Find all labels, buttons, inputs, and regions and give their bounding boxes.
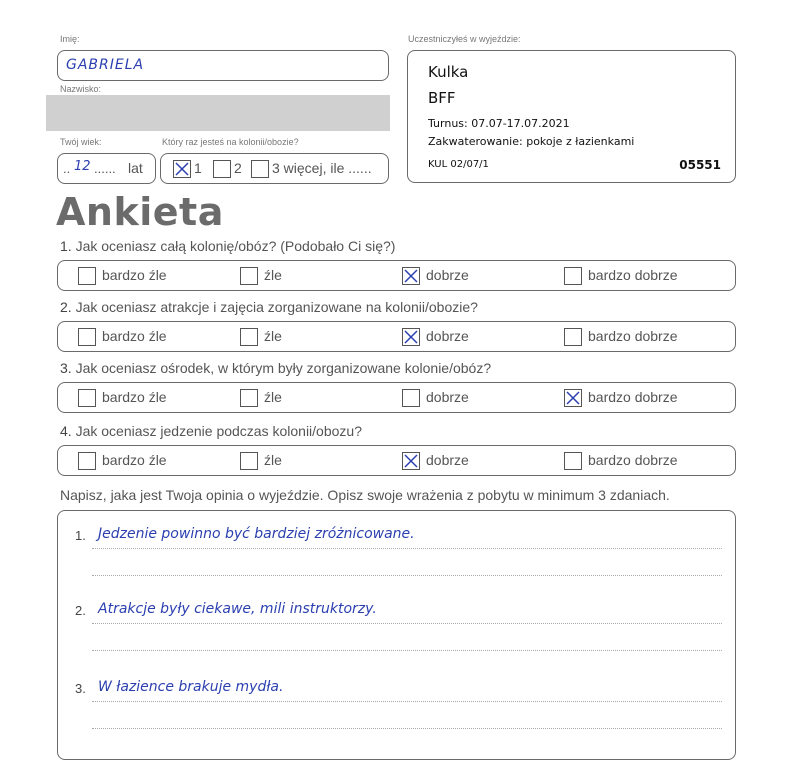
- x-mark-icon: [565, 390, 581, 406]
- question-4-options: [57, 445, 736, 476]
- trip-turnus: Turnus: 07.07-17.07.2021: [428, 117, 570, 130]
- times-label: Który raz jesteś na kolonii/obozie?: [162, 137, 299, 147]
- q4-option-very-good[interactable]: [564, 452, 582, 470]
- trip-group: BFF: [428, 89, 456, 107]
- q4-option-good-label: dobrze: [426, 452, 469, 468]
- q4-option-very-good-label: bardzo dobrze: [588, 452, 678, 468]
- x-mark-icon: [174, 161, 190, 177]
- dotted-line: [92, 650, 722, 651]
- dotted-line: [92, 623, 722, 624]
- q1-option-good-label: dobrze: [426, 267, 469, 283]
- question-1-options: [57, 260, 736, 291]
- q3-option-good-label: dobrze: [426, 389, 469, 405]
- answer-3-number: 3.: [75, 681, 86, 696]
- q1-option-very-good[interactable]: [564, 267, 582, 285]
- q3-option-very-good-label: bardzo dobrze: [588, 389, 678, 405]
- question-1-text: 1. Jak oceniasz całą kolonię/obóz? (Podobało Ci się?): [60, 238, 396, 254]
- name-label: Imię:: [60, 34, 80, 44]
- answer-2-number: 2.: [75, 603, 86, 618]
- q2-option-good[interactable]: [402, 328, 420, 346]
- times-checkbox-3[interactable]: [251, 160, 269, 178]
- q4-option-very-bad[interactable]: [78, 452, 96, 470]
- q2-option-very-good-label: bardzo dobrze: [588, 328, 678, 344]
- answer-1-text: Jedzenie powinno być bardziej zróżnicowane.: [98, 526, 415, 542]
- trip-name: Kulka: [428, 63, 469, 81]
- opinion-prompt: Napisz, jaka jest Twoja opinia o wyjeździe. Opisz swoje wrażenia z pobytu w minimum 3 zdaniach.: [60, 487, 670, 503]
- q1-option-very-good-label: bardzo dobrze: [588, 267, 678, 283]
- surname-label: Nazwisko:: [60, 84, 102, 94]
- q2-option-very-good[interactable]: [564, 328, 582, 346]
- dotted-line: [92, 548, 722, 549]
- question-3-text: 3. Jak oceniasz ośrodek, w którym były zorganizowane kolonie/obóz?: [60, 360, 492, 376]
- answer-3-text: W łazience brakuje mydła.: [98, 679, 284, 695]
- q4-option-good[interactable]: [402, 452, 420, 470]
- age-unit: lat: [128, 160, 143, 176]
- question-3-options: [57, 382, 736, 413]
- q2-option-very-bad-label: bardzo źle: [102, 328, 167, 344]
- q2-option-bad-label: źle: [264, 328, 282, 344]
- q1-option-bad[interactable]: [240, 267, 258, 285]
- q3-option-bad[interactable]: [240, 389, 258, 407]
- x-mark-icon: [403, 453, 419, 469]
- q3-option-very-bad-label: bardzo źle: [102, 389, 167, 405]
- q2-option-very-bad[interactable]: [78, 328, 96, 346]
- age-field[interactable]: [57, 153, 156, 184]
- x-mark-icon: [403, 329, 419, 345]
- dotted-line: [92, 575, 722, 576]
- name-value: GABRIELA: [66, 57, 145, 73]
- question-2-text: 2. Jak oceniasz atrakcje i zajęcia zorganizowane na kolonii/obozie?: [60, 299, 478, 315]
- times-option-1-label: 1: [194, 160, 202, 176]
- trip-number: 05551: [679, 158, 721, 172]
- q4-option-very-bad-label: bardzo źle: [102, 452, 167, 468]
- q3-option-very-bad[interactable]: [78, 389, 96, 407]
- q1-option-very-bad-label: bardzo źle: [102, 267, 167, 283]
- times-field: [160, 153, 389, 184]
- age-dots-left: ..: [63, 161, 71, 176]
- times-checkbox-2[interactable]: [213, 160, 231, 178]
- x-mark-icon: [403, 268, 419, 284]
- times-checkbox-1[interactable]: [173, 160, 191, 178]
- times-option-2-label: 2: [234, 160, 242, 176]
- dotted-line: [92, 728, 722, 729]
- q4-option-bad[interactable]: [240, 452, 258, 470]
- q1-option-bad-label: źle: [264, 267, 282, 283]
- q4-option-bad-label: źle: [264, 452, 282, 468]
- answer-1-number: 1.: [75, 528, 86, 543]
- question-2-options: [57, 321, 736, 352]
- trip-label: Uczestniczyłeś w wyjeździe:: [408, 34, 521, 44]
- trip-accommodation: Zakwaterowanie: pokoje z łazienkami: [428, 135, 635, 148]
- age-label: Twój wiek:: [60, 137, 102, 147]
- q1-option-very-bad[interactable]: [78, 267, 96, 285]
- q2-option-bad[interactable]: [240, 328, 258, 346]
- age-value: 12: [74, 159, 91, 174]
- times-option-3-label: 3 więcej, ile ......: [272, 160, 372, 176]
- q3-option-bad-label: źle: [264, 389, 282, 405]
- page-title: Ankieta: [56, 190, 224, 234]
- answer-2-text: Atrakcje były ciekawe, mili instruktorzy.: [98, 601, 377, 617]
- surname-redaction: [46, 95, 390, 131]
- q2-option-good-label: dobrze: [426, 328, 469, 344]
- trip-code: KUL 02/07/1: [428, 159, 489, 170]
- q3-option-very-good[interactable]: [564, 389, 582, 407]
- name-field[interactable]: [57, 50, 389, 81]
- question-4-text: 4. Jak oceniasz jedzenie podczas kolonii/obozu?: [60, 423, 362, 439]
- q3-option-good[interactable]: [402, 389, 420, 407]
- q1-option-good[interactable]: [402, 267, 420, 285]
- trip-info-box: [407, 50, 736, 183]
- dotted-line: [92, 701, 722, 702]
- age-dots: ......: [94, 161, 116, 176]
